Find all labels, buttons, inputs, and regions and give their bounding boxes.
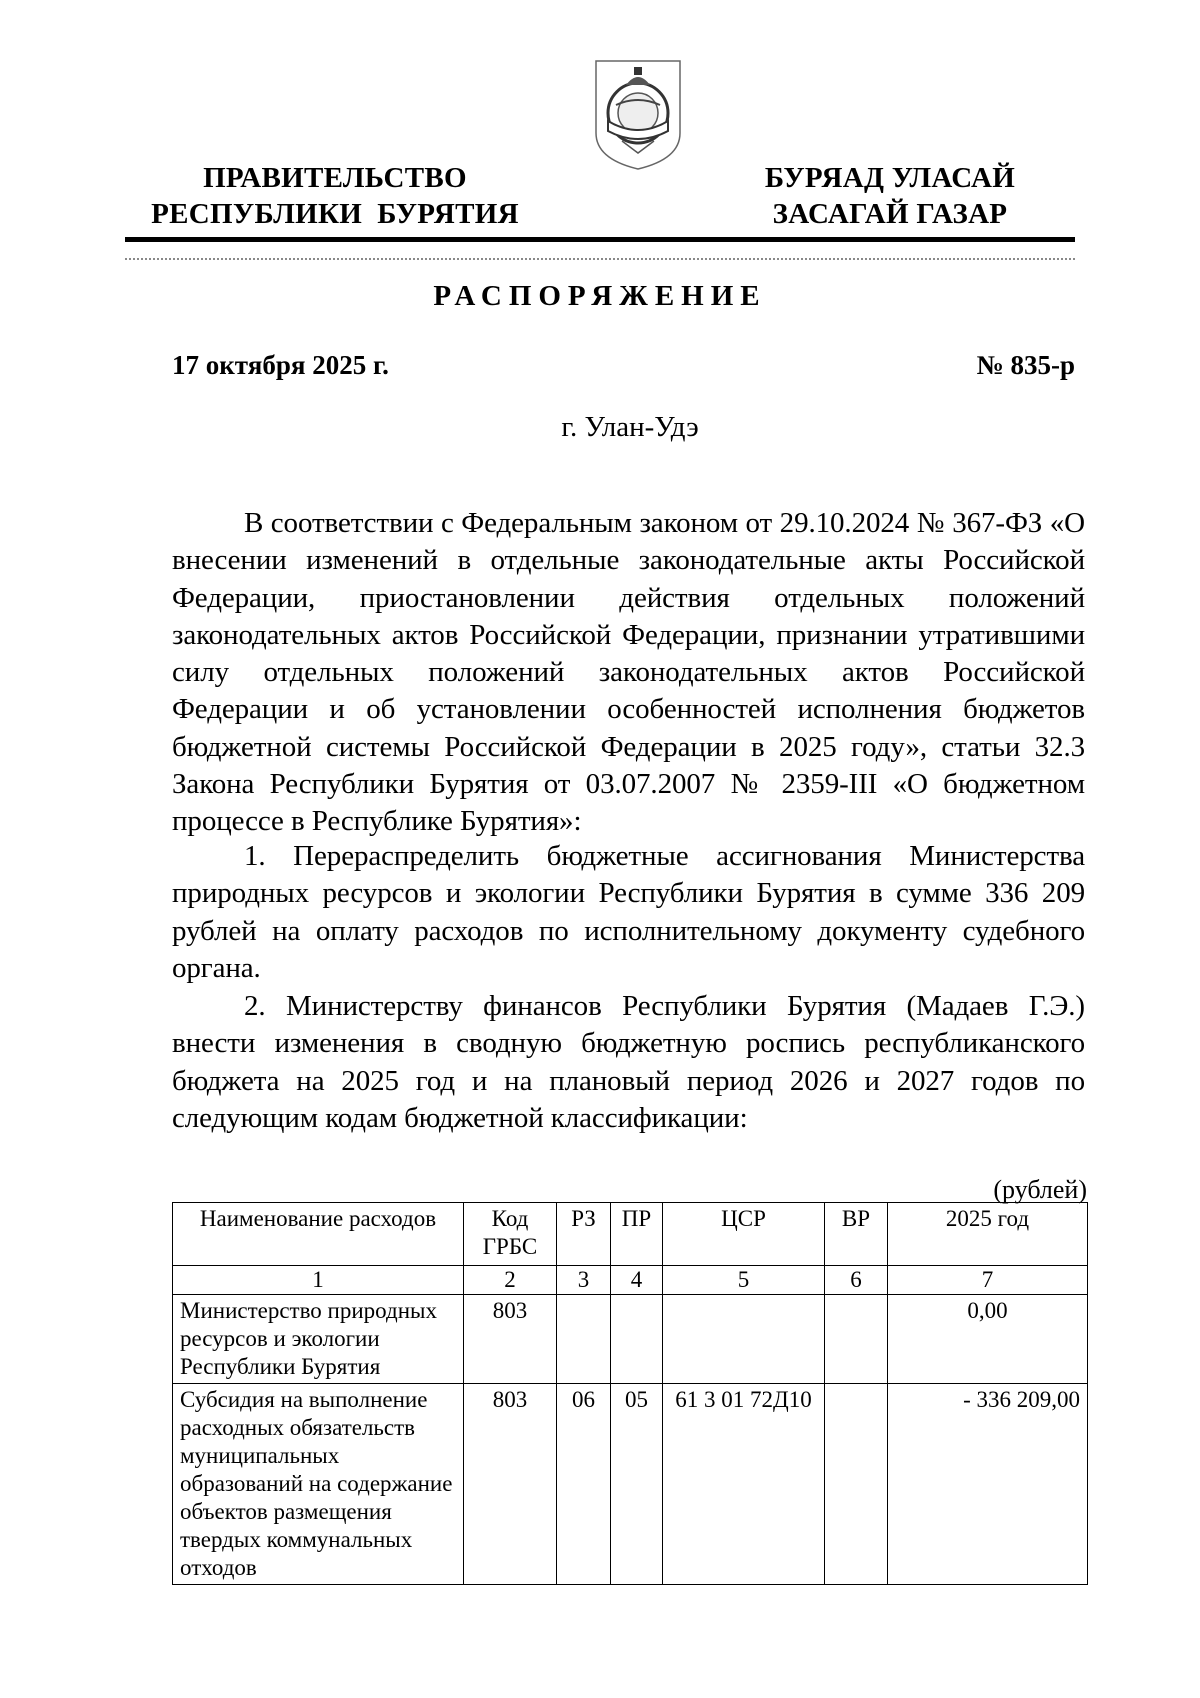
table-units-label: (рублей) xyxy=(993,1175,1087,1204)
document-title: РАСПОРЯЖЕНИЕ xyxy=(433,280,767,312)
header-divider-thin xyxy=(125,258,1075,260)
header-left-block xyxy=(150,160,520,232)
cell-pr xyxy=(611,1295,663,1384)
column-number: 6 xyxy=(825,1266,888,1295)
document-date: 17 октября 2025 г. xyxy=(172,350,389,380)
cell-grbs: 803 xyxy=(464,1295,557,1384)
header-left-line2: РЕСПУБЛИКИ БУРЯТИЯ xyxy=(151,198,519,230)
header-left-line1: ПРАВИТЕЛЬСТВО xyxy=(203,162,467,194)
table-row xyxy=(173,1295,1088,1384)
document-number: № 835-р xyxy=(976,350,1075,380)
table-row xyxy=(173,1384,1088,1585)
header-divider-thick xyxy=(125,237,1075,242)
preamble-paragraph: В соответствии с Федеральным законом от 29.10.2024 № 367-ФЗ «О внесении изменений в отдельные законодательные акты Российской Федерации, приостановлении действия отдельных положений законодательных актов Российской Федерации, признании утратившими силу отдельных положений законодательных актов Российской Федерации и об установлении особенностей исполнения бюджетов бюджетной системы Российской Федерации в 2025 году», статьи 32.3 Закона Республики Бурятия от 03.07.2007 № 2359-III «О бюджетном процессе в Республике Бурятия»: xyxy=(172,507,1085,838)
header-amount: 2025 год xyxy=(888,1203,1088,1266)
cell-amount: - 336 209,00 xyxy=(888,1384,1088,1585)
budget-classification-table xyxy=(172,1202,1088,1585)
coat-of-arms-icon xyxy=(592,55,684,173)
header-rz: РЗ xyxy=(557,1203,611,1266)
column-number: 5 xyxy=(663,1266,825,1295)
cell-grbs: 803 xyxy=(464,1384,557,1585)
header-right-block xyxy=(740,160,1040,232)
header-right-line2: ЗАСАГАЙ ГАЗАР xyxy=(772,198,1008,230)
item-2-paragraph: 2. Министерству финансов Республики Бурятия (Мадаев Г.Э.) внести изменения в сводную бюджетную роспись республиканского бюджета на 2025 год и на плановый период 2026 и 2027 годов по следующим кодам бюджетной классификации: xyxy=(172,990,1085,1134)
cell-pr: 05 xyxy=(611,1384,663,1585)
table-column-numbers-row xyxy=(173,1266,1088,1295)
table-header-row xyxy=(173,1203,1088,1266)
item-1-paragraph: 1. Перераспределить бюджетные ассигнования Министерства природных ресурсов и экологии Республики Бурятия в сумме 336 209 рублей на оплату расходов по исполнительному документу судебного органа. xyxy=(172,840,1085,984)
header-grbs: Код ГРБС xyxy=(464,1203,557,1266)
header-right-line1: БУРЯАД УЛАСАЙ xyxy=(764,162,1016,194)
header-name: Наименование расходов xyxy=(173,1203,464,1266)
cell-vr xyxy=(825,1295,888,1384)
cell-name: Министерство природных ресурсов и экологии Республики Бурятия xyxy=(173,1295,464,1384)
document-city: г. Улан-Удэ xyxy=(561,411,699,443)
column-number: 2 xyxy=(464,1266,557,1295)
cell-rz xyxy=(557,1295,611,1384)
cell-csr xyxy=(663,1295,825,1384)
header-pr: ПР xyxy=(611,1203,663,1266)
cell-vr xyxy=(825,1384,888,1585)
header-vr: ВР xyxy=(825,1203,888,1266)
column-number: 4 xyxy=(611,1266,663,1295)
cell-rz: 06 xyxy=(557,1384,611,1585)
cell-name: Субсидия на выполнение расходных обязательств муниципальных образований на содержание объектов размещения твердых коммунальных отходов xyxy=(173,1384,464,1585)
cell-csr: 61 3 01 72Д10 xyxy=(663,1384,825,1585)
column-number: 7 xyxy=(888,1266,1088,1295)
header-csr: ЦСР xyxy=(663,1203,825,1266)
column-number: 1 xyxy=(173,1266,464,1295)
column-number: 3 xyxy=(557,1266,611,1295)
cell-amount: 0,00 xyxy=(888,1295,1088,1384)
